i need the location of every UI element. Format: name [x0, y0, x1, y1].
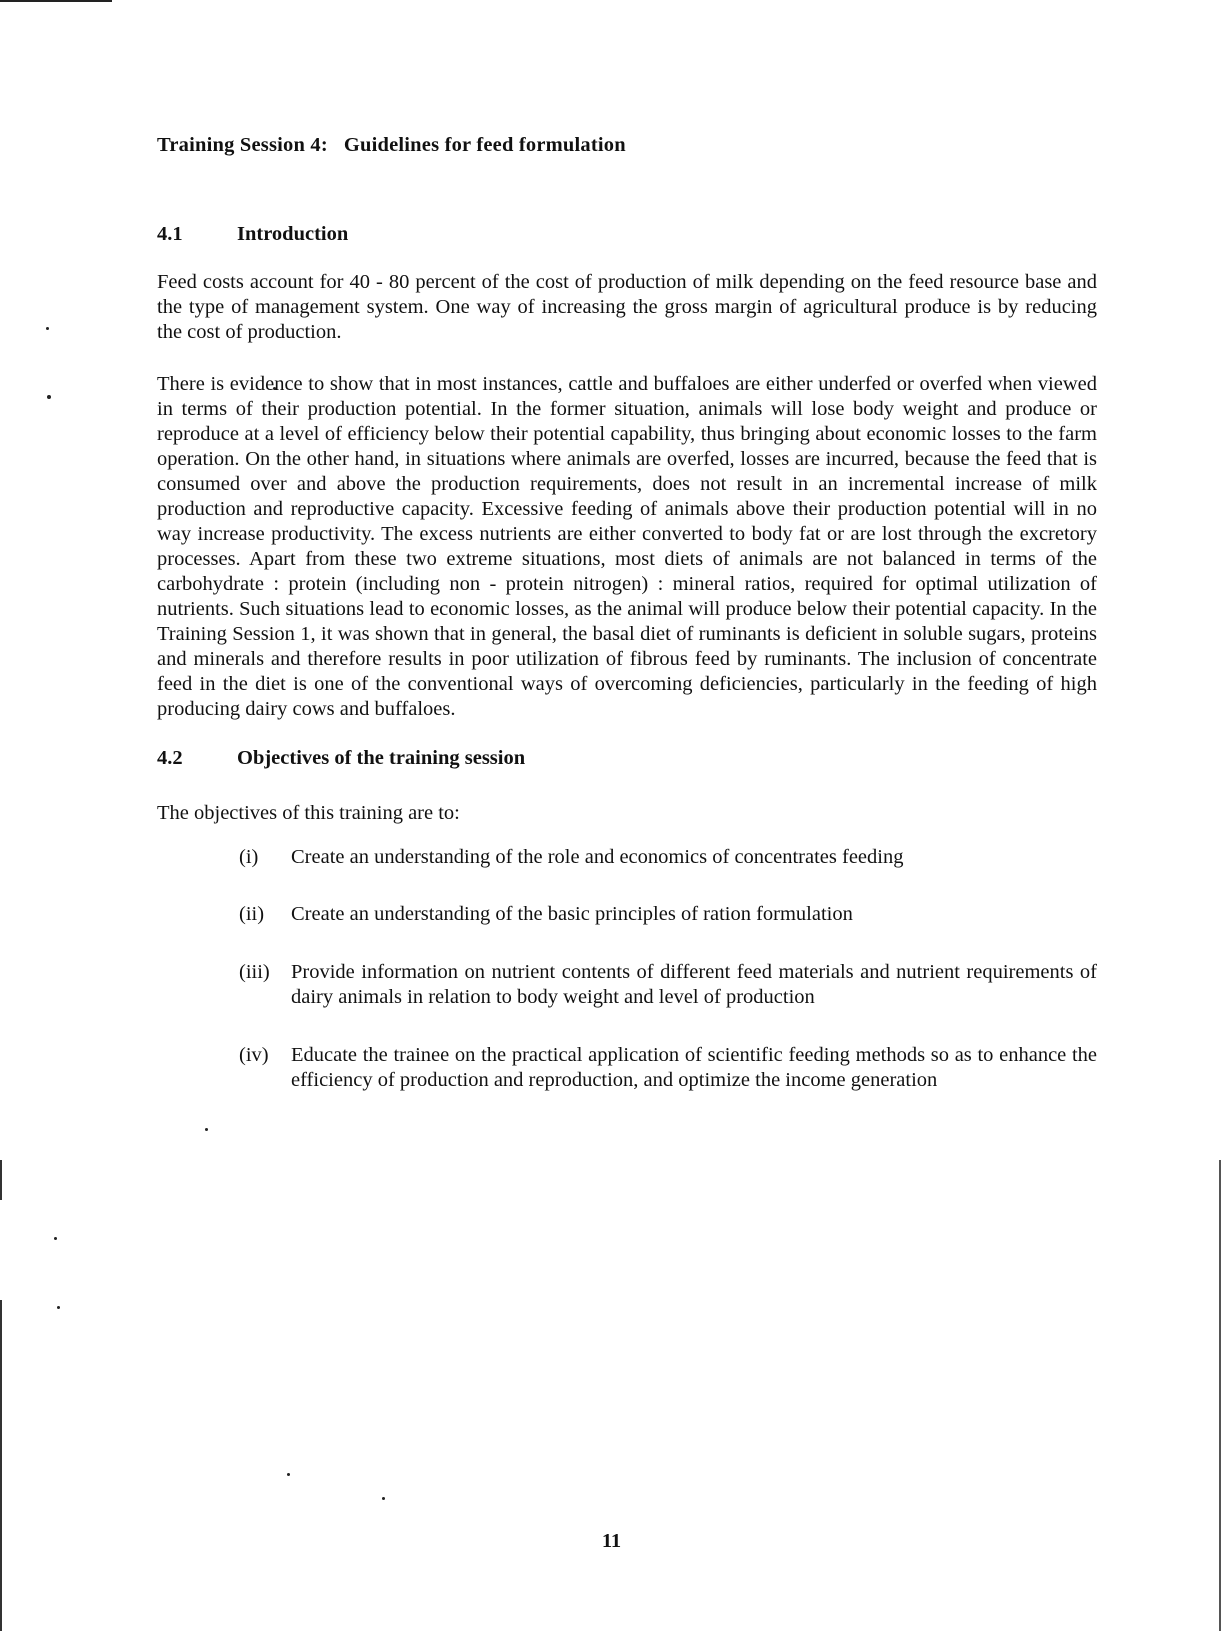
document-body: [157, 134, 1097, 1091]
list-item-text: Create an understanding of the basic principles of ration formulation: [291, 903, 853, 925]
scan-speck: [205, 1128, 208, 1131]
scan-speck: [57, 1306, 60, 1309]
list-marker: (i): [239, 846, 259, 868]
scan-speck: [54, 1237, 57, 1240]
list-marker: (iii): [239, 961, 270, 983]
scan-edge-mark: [0, 1300, 2, 1631]
list-item: [239, 960, 1097, 1010]
list-marker: (ii): [239, 903, 265, 925]
scan-speck: [382, 1497, 385, 1500]
section-heading-objectives: [157, 747, 1097, 770]
intro-paragraph-1: Feed costs account for 40 - 80 percent of the cost of production of milk depending on the feed resource base and the type of management system. One way of increasing the gross margin of agricultural produce is by reducing the cost of production.: [157, 271, 1097, 343]
list-item: [239, 1043, 1097, 1093]
list-item-text: Educate the trainee on the practical application of scientific feeding methods so as to enhance the efficiency of production and reproduction, and optimize the income generation: [291, 1044, 1097, 1091]
scan-speck: [47, 395, 51, 399]
scan-edge-mark: [1219, 1160, 1221, 1631]
objectives-list: [239, 845, 1097, 1093]
section-title: Introduction: [237, 223, 349, 245]
page-number: 11: [601, 1530, 622, 1552]
scan-artifact-line: [0, 0, 112, 2]
session-title: Training Session 4: Guidelines for feed formulation: [157, 134, 626, 156]
list-marker: (iv): [239, 1044, 269, 1066]
list-item: [239, 845, 1097, 870]
objectives-intro: The objectives of this training are to:: [157, 802, 460, 824]
section-title: Objectives of the training session: [237, 747, 526, 769]
section-number: 4.1: [157, 223, 183, 245]
intro-paragraph-2: There is evidence to show that in most instances, cattle and buffaloes are either underfed or overfed when viewed in terms of their production potential. In the former situation, animals will lose body weight and produce or reproduce at a level of efficiency below their potential capability, thus bringing about economic losses to the farm operation. On the other hand, in situations where animals are overfed, losses are incurred, because the feed that is consumed over and above the production requirements, does not result in an incremental increase of milk production and reproductive capacity. Excessive feeding of animals above their production potential will in no way increase productivity. The excess nutrients are either converted to body fat or are lost through the excretory processes. Apart from these two extreme situations, most diets of animals are not balanced in terms of the carbohydrate : protein (including non - protein nitrogen) : mineral ratios, required for optimal utilization of nutrients. Such situations lead to economic losses, as the animal will produce below their potential capacity. In the Training Session 1, it was shown that in general, the basal diet of ruminants is deficient in soluble sugars, proteins and minerals and therefore results in poor utilization of fibrous feed by ruminants. The inclusion of concentrate feed in the diet is one of the conventional ways of overcoming deficiencies, particularly in the feeding of high producing dairy cows and buffaloes.: [157, 373, 1097, 720]
section-heading-introduction: [157, 223, 1097, 246]
scan-speck: [287, 1473, 290, 1476]
list-item-text: Provide information on nutrient contents of different feed materials and nutrient requirements of dairy animals in relation to body weight and level of production: [291, 961, 1097, 1008]
list-item-text: Create an understanding of the role and economics of concentrates feeding: [291, 846, 904, 868]
list-item: [239, 902, 1097, 927]
scan-edge-mark: [0, 1160, 2, 1200]
section-number: 4.2: [157, 747, 183, 769]
scan-speck: [46, 327, 49, 330]
